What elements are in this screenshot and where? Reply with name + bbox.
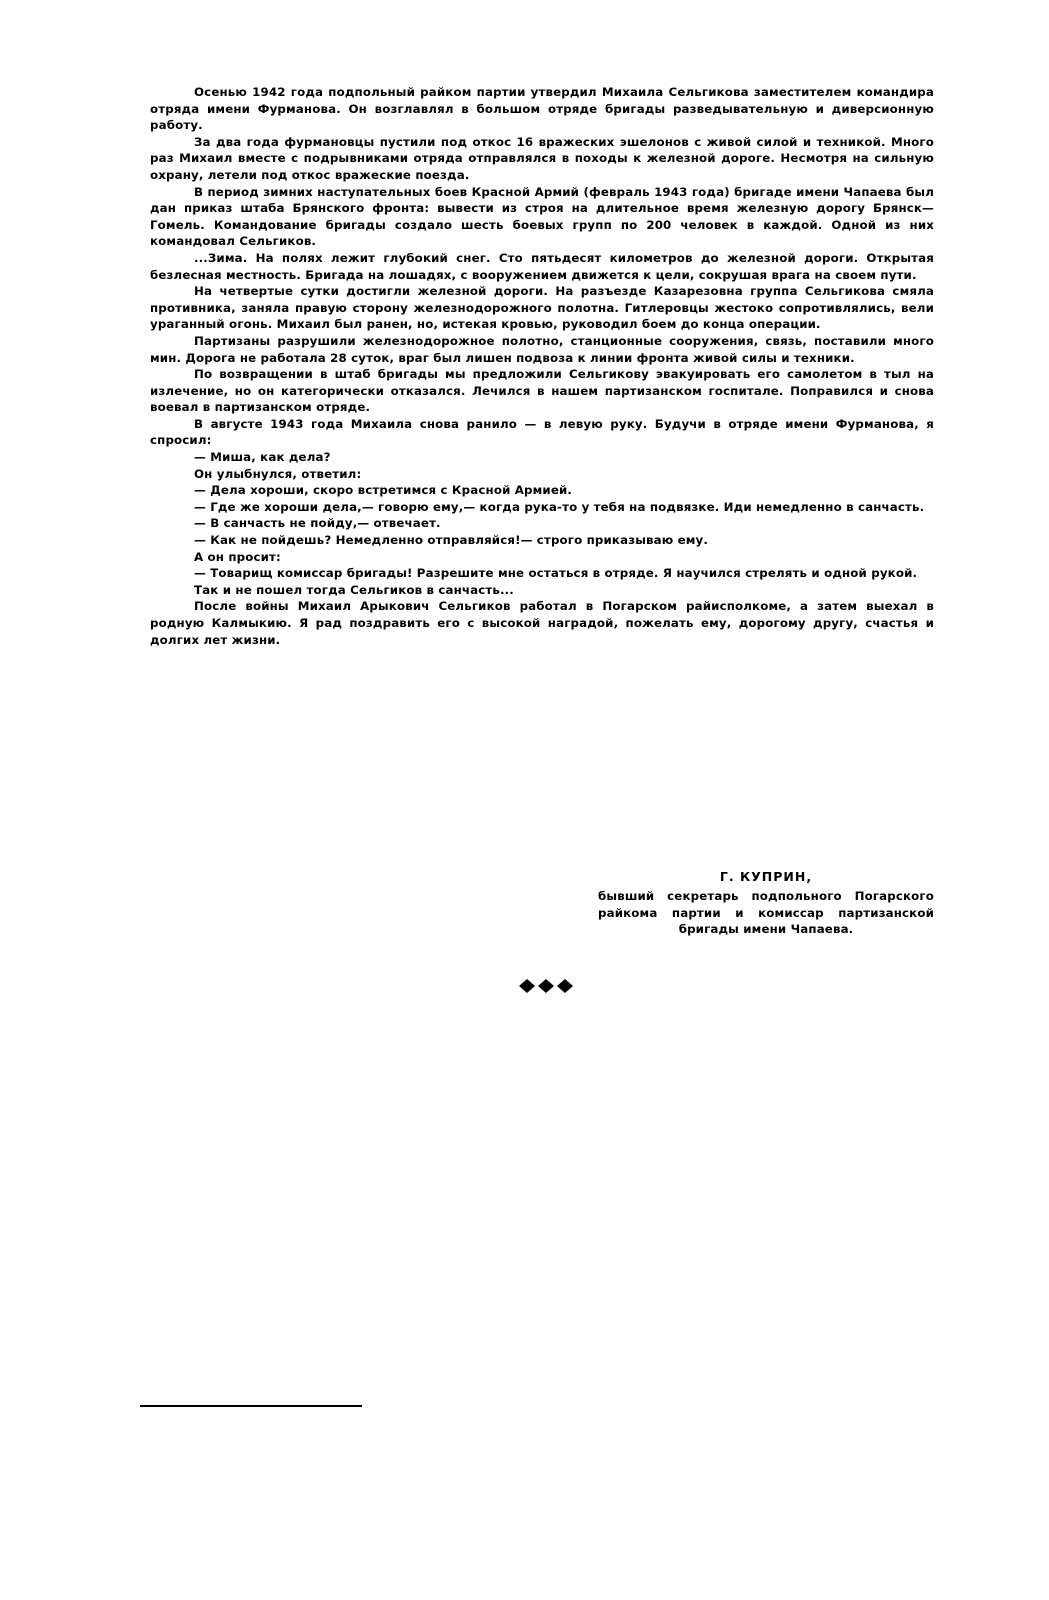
author-name: Г. КУПРИН, <box>719 869 813 884</box>
paragraph: Так и не пошел тогда Сельгиков в санчасть... <box>194 582 514 597</box>
dialogue-line: — Товарищ комиссар бригады! Разрешите мне остаться в отряде. Я научился стрелять и одной рукой. <box>194 566 918 581</box>
author-signature <box>598 868 934 938</box>
author-role: бывший секретарь подпольного Погарского райкома партии и комиссар партизанской бригады имени Чапаева. <box>598 889 934 937</box>
paragraph: В августе 1943 года Михаила снова ранило — в левую руку. Будучи в отряде имени Фурманова, я спросил: <box>150 416 934 448</box>
paragraph: После войны Михаил Арыкович Сельгиков работал в Погарском райисполкоме, а затем выехал в родную Калмыкию. Я рад поздравить его с высокой наградой, пожелать ему, дорогому другу, счастья и долгих лет жизни. <box>150 599 934 647</box>
paragraph: Осенью 1942 года подпольный райком партии утвердил Михаила Сельгикова заместителем командира отряда имени Фурманова. Он возглавлял в большом отряде бригады разведывательную и диверсионную работу. <box>150 85 934 133</box>
paragraph: А он просит: <box>194 549 281 564</box>
paragraph: По возвращении в штаб бригады мы предложили Сельгикову эвакуировать его самолетом в тыл на излечение, но он категорически отказался. Лечился в нашем партизанском госпитале. Поправился и снова воевал в партизанском отряде. <box>150 367 934 415</box>
three-diamonds-ornament-icon <box>518 978 574 994</box>
dialogue-line: — В санчасть не пойду,— отвечает. <box>194 516 441 531</box>
dialogue-line: — Миша, как дела? <box>194 450 331 465</box>
paragraph: ...Зима. На полях лежит глубокий снег. Сто пятьдесят километров до железной дороги. Открытая безлесная местность. Бригада на лошадях, с вооружением движется к цели, сокрушая врага на своем пути. <box>150 250 934 282</box>
article-body <box>150 84 934 648</box>
dialogue-line: — Где же хороши дела,— говорю ему,— когда рука-то у тебя на подвязке. Иди немедленно в санчасть. <box>194 499 925 514</box>
paragraph: Он улыбнулся, ответил: <box>194 466 362 481</box>
paragraph: За два года фурмановцы пустили под откос 16 вражеских эшелонов с живой силой и техникой. Много раз Михаил вместе с подрывниками отряда отправлялся в походы к железной дороге. Несмотря на сильную охрану, летели под откос вражеские поезда. <box>150 134 934 182</box>
footnote-divider <box>140 1405 362 1407</box>
dialogue-line: — Как не пойдешь? Немедленно отправляйся!— строго приказываю ему. <box>194 533 709 548</box>
dialogue-line: — Дела хороши, скоро встретимся с Красной Армией. <box>194 483 573 498</box>
paragraph: Партизаны разрушили железнодорожное полотно, станционные сооружения, связь, поставили много мин. Дорога не работала 28 суток, враг был лишен подвоза к линии фронта живой силы и техники. <box>150 333 934 365</box>
paragraph: На четвертые сутки достигли железной дороги. На разъезде Казарезовна группа Сельгикова смяла противника, заняла правую сторону железнодорожного полотна. Гитлеровцы жестоко сопротивлялись, вели ураганный огонь. Михаил был ранен, но, истекая кровью, руководил боем до конца операции. <box>150 284 934 332</box>
paragraph: В период зимних наступательных боев Красной Армий (февраль 1943 года) бригаде имени Чапаева был дан приказ штаба Брянского фронта: вывести из строя на длительное время железную дорогу Брянск—Гомель. Командование бригады создало шесть боевых групп по 200 человек в каждой. Одной из них командовал Сельгиков. <box>150 184 934 249</box>
